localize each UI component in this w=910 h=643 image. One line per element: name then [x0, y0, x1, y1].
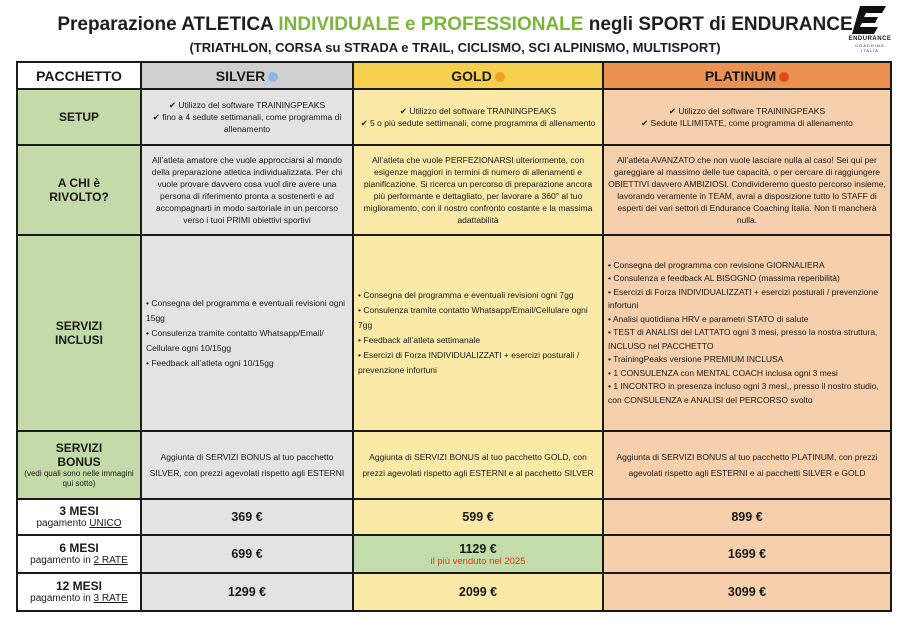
list-item: • Consegna del programma e eventuali revisioni ogni 15gg	[146, 297, 346, 323]
gold-title: GOLD	[451, 67, 492, 84]
row-setup	[17, 89, 891, 145]
title-part-1: Preparazione ATLETICA	[57, 14, 279, 35]
setup-silver-line: ✔ Utilizzo del software TRAININGPEAKS	[168, 100, 326, 110]
bonus-platinum: Aggiunta di SERVIZI BONUS al tuo pacchetto PLATINUM, con prezzi agevolati rispetto agli ESTERNI e ai pacchetti SILVER e GOLD	[603, 431, 891, 499]
bonus-gold: Aggiunta di SERVIZI BONUS al tuo pacchetto GOLD, con prezzi agevolati rispetto agli ESTERNI e al pacchetto SILVER	[353, 431, 603, 499]
price-6-sub-u: 2 RATE	[93, 555, 128, 566]
list-item: • Consulenza tramite contatto Whatsapp/Email/ Cellulare ogni 10/15gg	[146, 327, 324, 353]
target-silver: All’atleta amatore che vuole approcciarsi al mondo della preparazione atletica individualizzata. Per chi vuole provare davvero cosa vuol dire avere una persona di riferimento pronta a sostenerti e ad accompagnarti in modo sartoriale in un percorso verso i tuoi PRIMI obiettivi sportivi	[141, 145, 353, 235]
header-platinum	[603, 62, 891, 89]
price-6-silver: 699 €	[141, 535, 353, 573]
label-bonus-note: (vedi quali sono nelle immagini qui sotto)	[24, 469, 134, 488]
list-item: • Feedback all’atleta ogni 10/15gg	[146, 357, 274, 368]
price-12-title: 12 MESI	[55, 579, 103, 593]
header-silver	[141, 62, 353, 89]
services-gold	[353, 235, 603, 431]
row-price-3	[17, 499, 891, 535]
list-item: • Consegna del programma con revisione GIORNALIERA	[608, 259, 825, 270]
label-services-line: SERVIZI	[55, 319, 103, 333]
services-platinum	[603, 235, 891, 431]
row-bonus	[17, 431, 891, 499]
setup-silver-line: ✔ fino a 4 sedute settimanali, come programma di allenamento	[152, 112, 342, 134]
list-item: • TrainingPeaks versione PREMIUM INCLUSA	[608, 354, 784, 365]
price-12-gold: 2099 €	[353, 573, 603, 611]
list-item: • Feedback all’atleta settimanale	[358, 335, 481, 345]
label-services	[17, 235, 141, 431]
setup-platinum-line: ✔ Sedute ILLIMITATE, come programma di allenamento	[641, 118, 853, 128]
setup-platinum-line: ✔ Utilizzo del software TRAININGPEAKS	[668, 106, 826, 116]
header-package: PACCHETTO	[17, 62, 141, 89]
services-silver	[141, 235, 353, 431]
row-target	[17, 145, 891, 235]
silver-title: SILVER	[215, 67, 266, 84]
price-6-platinum: 1699 €	[603, 535, 891, 573]
list-item: • Esercizi di Forza INDIVIDUALIZZATI + esercizi posturali / prevenzione infortuni	[358, 350, 580, 375]
target-platinum: All’atleta AVANZATO che non vuole lasciare nulla al caso! Sei qui per gareggiare al massimo delle tue capacità, o per cercare di raggiungere OBIETTIVI davvero AMBIZIOSI. Condivideremo questo percorso insieme, lavorando veramente in TEAM, avrai a disposizione tutto lo STAFF di esperti dei vari settori di Endurance Coaching Italia. Non ti mancherà nulla.	[603, 145, 891, 235]
price-12-sub	[22, 593, 136, 604]
header-gold	[353, 62, 603, 89]
price-3-silver: 369 €	[141, 499, 353, 535]
list-item: • 1 INCONTRO in presenza incluso ogni 3 mesi,, presso il nostro studio, con CONSULENZA e ANALISI del PERCORSO svolto	[608, 381, 879, 405]
label-bonus	[17, 431, 141, 499]
label-target-line: RIVOLTO?	[49, 190, 109, 204]
price-6-sub-pre: pagamento in	[30, 555, 94, 566]
price-3-title: 3 MESI	[59, 504, 99, 518]
price-12-sub-u: 3 RATE	[93, 593, 128, 604]
row-price-12	[17, 573, 891, 611]
setup-gold-line: ✔ 5 o più sedute settimanali, come programma di allenamento	[360, 118, 596, 128]
price-3-gold: 599 €	[353, 499, 603, 535]
page-subtitle: (TRIATHLON, CORSA su STRADA e TRAIL, CICLISMO, SCI ALPINISMO, MULTISPORT)	[189, 40, 721, 55]
price-3-sub	[22, 518, 136, 529]
setup-gold	[353, 89, 603, 145]
price-12-silver: 1299 €	[141, 573, 353, 611]
label-bonus-line: BONUS	[57, 455, 101, 469]
label-target-line: A CHI è	[57, 176, 101, 190]
silver-badge-icon	[268, 72, 278, 82]
list-item: • Esercizi di Forza INDIVIDUALIZZATI + esercizi posturali / prevenzione infortuni	[608, 286, 878, 311]
label-price-3	[17, 499, 141, 535]
list-item: • TEST di ANALISI del LATTATO ogni 3 mesi, presso la nostra struttura, INCLUSO nel PACCHETTO	[608, 327, 878, 351]
label-bonus-line: SERVIZI	[55, 441, 103, 455]
label-price-12	[17, 573, 141, 611]
setup-silver	[141, 89, 353, 145]
price-6-gold	[353, 535, 603, 573]
platinum-title: PLATINUM	[704, 67, 777, 84]
header-row	[17, 62, 891, 89]
price-12-sub-pre: pagamento in	[30, 593, 94, 604]
setup-platinum	[603, 89, 891, 145]
pricing-table	[16, 61, 892, 612]
platinum-badge-icon	[779, 72, 789, 82]
price-3-platinum: 899 €	[603, 499, 891, 535]
list-item: • 1 CONSULENZA con MENTAL COACH inclusa ogni 3 mesi	[608, 367, 838, 378]
logo-subtext-2: ITALIA	[861, 48, 879, 53]
gold-badge-icon	[495, 72, 505, 82]
logo-subtext: COACHING	[855, 43, 885, 48]
price-6-title: 6 MESI	[59, 541, 99, 555]
best-seller-note: il più venduto nel 2025	[430, 555, 526, 567]
label-setup: SETUP	[17, 89, 141, 145]
page-title	[0, 14, 910, 36]
bonus-silver: Aggiunta di SERVIZI BONUS al tuo pacchetto SILVER, con prezzi agevolati rispetto agli ESTERNI	[141, 431, 353, 499]
title-highlight: INDIVIDUALE e PROFESSIONALE	[278, 14, 584, 35]
label-services-line: INCLUSI	[55, 333, 103, 347]
endurance-logo	[840, 4, 900, 56]
price-3-sub-pre: pagamento	[36, 518, 90, 529]
row-price-6	[17, 535, 891, 573]
price-6-gold-value: 1129 €	[459, 541, 497, 556]
row-services	[17, 235, 891, 431]
list-item: • Analisi quotidiana HRV e parametri STATO di salute	[608, 313, 809, 324]
price-3-sub-u: UNICO	[89, 518, 122, 529]
price-12-platinum: 3099 €	[603, 573, 891, 611]
setup-gold-line: ✔ Utilizzo del software TRAININGPEAKS	[399, 106, 557, 116]
list-item: • Consegna del programma e eventuali revisioni ogni 7gg	[358, 290, 574, 300]
title-part-2: negli SPORT di ENDURANCE	[583, 14, 853, 35]
list-item: • Consulenza e feedback AL BISOGNO (massima reperibilità)	[608, 273, 840, 284]
price-6-sub	[22, 555, 136, 566]
label-price-6	[17, 535, 141, 573]
list-item: • Consulenza tramite contatto Whatsapp/Email/Cellulare ogni 7gg	[358, 305, 588, 330]
target-gold: All’atleta che vuole PERFEZIONARSI ulteriormente, con esigenze maggiori in termini di numero di allenamenti e pianificazione. Si ricerca un percorso di preparazione ancora più performante e dettagliato, per lavorare a 360° al tuo miglioramento, con il nostro confronto costante e la massima adattabilità	[353, 145, 603, 235]
logo-text: ENDURANCE	[848, 36, 892, 42]
logo-e-icon	[852, 4, 888, 36]
label-target	[17, 145, 141, 235]
